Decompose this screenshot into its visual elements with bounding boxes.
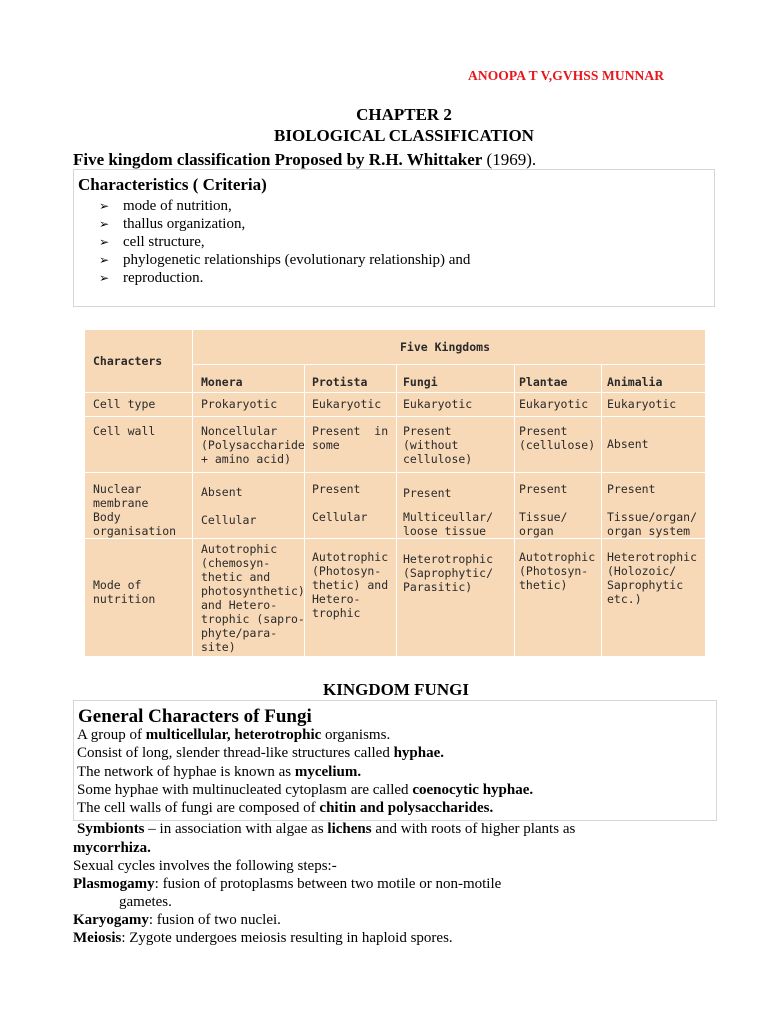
table-cell: Eukaryotic (607, 397, 677, 411)
author-line: ANOOPA T V,GVHSS MUNNAR (468, 68, 665, 83)
criteria-item-text: reproduction. (123, 270, 204, 286)
table-cell: Eukaryotic (312, 397, 382, 411)
table-rule (396, 364, 397, 656)
table-cell: Multiceullar/ loose tissue (403, 510, 494, 538)
line-text: Some hyphae with multinucleated cytoplasm are called (77, 782, 413, 798)
meiosis-line (73, 930, 453, 947)
meiosis-term: Meiosis (73, 930, 122, 946)
karyogamy-line (73, 912, 281, 929)
table-rule (85, 416, 705, 417)
criteria-item-text: cell structure, (123, 234, 205, 250)
sexual-cycle-line: Sexual cycles involves the following steps:- (73, 858, 337, 874)
criteria-heading: Characteristics ( Criteria) (78, 175, 267, 194)
general-line (77, 764, 361, 781)
meiosis-text: : Zygote undergoes meiosis resulting in haploid spores. (121, 930, 453, 946)
line-text: Consist of long, slender thread-like structures called (77, 745, 394, 761)
table-cell: Present (312, 482, 361, 496)
list-item (99, 197, 470, 215)
table-rule (192, 364, 705, 365)
table-rule (85, 538, 705, 539)
table-rule (85, 392, 705, 393)
table-cell: Absent (201, 485, 243, 499)
table-rule (85, 472, 705, 473)
table-cell: Cellular (201, 513, 257, 527)
symbionts-term: Symbionts (77, 821, 145, 837)
general-line (77, 745, 444, 762)
intro-bold: Five kingdom classification Proposed by R.H. Whittaker (73, 150, 483, 169)
general-characters-box (73, 700, 717, 821)
table-cell: Noncellular (Polysaccharide + amino acid) (201, 424, 305, 466)
line-text: organisms. (321, 727, 391, 743)
symbionts-text: – in association with algae as (144, 821, 328, 837)
line-bold: coenocytic hyphae. (412, 782, 534, 798)
table-rule (601, 364, 602, 656)
plasmogamy-term: Plasmogamy (73, 876, 155, 892)
table-row-label: Cell wall (93, 424, 156, 438)
table-cell: Present in some (312, 424, 389, 452)
plasmogamy-text: : fusion of protoplasms between two motile or non-motile (154, 876, 502, 892)
table-row-label: Cell type (93, 397, 156, 411)
table-cell: Present (403, 486, 452, 500)
five-kingdoms-table (85, 330, 705, 656)
criteria-list (99, 197, 470, 287)
table-header-characters: Characters (93, 354, 163, 368)
line-text: The network of hyphae is known as (77, 764, 295, 780)
table-row-label: Body organisation (93, 510, 177, 538)
line-bold: mycelium. (294, 764, 362, 780)
criteria-item-text: mode of nutrition, (123, 198, 232, 214)
general-line (77, 727, 390, 744)
chapter-title: BIOLOGICAL CLASSIFICATION (274, 126, 534, 145)
line-bold: hyphae. (393, 745, 445, 761)
symbionts-text: and with roots of higher plants as (371, 821, 576, 837)
table-header-kingdom: Fungi (403, 375, 438, 389)
line-bold: chitin and polysaccharides. (319, 800, 494, 816)
intro-year: (1969). (482, 150, 537, 169)
table-cell: Tissue/organ/ organ system (607, 510, 698, 538)
line-text: The cell walls of fungi are composed of (77, 800, 320, 816)
table-header-kingdom: Animalia (607, 375, 663, 389)
table-cell: Autotrophic (Photosyn- thetic) and Hetero- trophic (312, 550, 389, 620)
table-rule (514, 364, 515, 656)
karyogamy-text: : fusion of two nuclei. (148, 912, 281, 928)
arrow-bullet-icon: ➢ (99, 217, 110, 231)
list-item (99, 233, 470, 251)
arrow-bullet-icon: ➢ (99, 253, 110, 267)
mycorrhiza-line (73, 840, 151, 857)
table-cell: Present (607, 482, 656, 496)
table-cell: Heterotrophic (Holozoic/ Saprophytic etc.) (607, 550, 698, 606)
plasmogamy-continuation: gametes. (119, 894, 172, 910)
general-line (77, 800, 493, 817)
table-header-kingdom: Protista (312, 375, 368, 389)
line-text: A group of (77, 727, 146, 743)
table-cell: Absent (607, 437, 649, 451)
criteria-item-text: phylogenetic relationships (evolutionary relationship) and (123, 252, 471, 268)
lichens-term: lichens (327, 821, 372, 837)
list-item (99, 215, 470, 233)
chapter-number: CHAPTER 2 (356, 105, 452, 124)
table-cell: Eukaryotic (519, 397, 589, 411)
mycorrhiza-term: mycorrhiza. (73, 840, 151, 856)
line-bold: multicellular, heterotrophic (145, 727, 322, 743)
table-cell: Eukaryotic (403, 397, 473, 411)
list-item (99, 269, 470, 287)
symbionts-line (77, 821, 575, 838)
table-cell: Present (519, 482, 568, 496)
criteria-item-text: thallus organization, (123, 216, 246, 232)
arrow-bullet-icon: ➢ (99, 271, 110, 285)
table-cell: Cellular (312, 510, 368, 524)
table-header-kingdom: Monera (201, 375, 243, 389)
criteria-box (73, 169, 715, 307)
table-cell: Autotrophic (Photosyn- thetic) (519, 550, 596, 592)
table-cell: Prokaryotic (201, 397, 278, 411)
arrow-bullet-icon: ➢ (99, 235, 110, 249)
list-item (99, 251, 470, 269)
karyogamy-term: Karyogamy (73, 912, 149, 928)
table-row-label: Mode of nutrition (93, 578, 156, 606)
table-header-group: Five Kingdoms (400, 340, 491, 354)
section-heading-fungi: KINGDOM FUNGI (323, 680, 469, 699)
table-row-label: Nuclear membrane (93, 482, 149, 510)
table-rule (192, 330, 193, 656)
table-cell: Heterotrophic (Saprophytic/ Parasitic) (403, 552, 494, 594)
table-cell: Present (cellulose) (519, 424, 596, 452)
general-line (77, 782, 533, 799)
table-cell: Autotrophic (chemosyn- thetic and photosynthetic) and Hetero- trophic (sapro- phyte/para- site) (201, 542, 305, 654)
general-heading: General Characters of Fungi (78, 706, 312, 727)
plasmogamy-line (73, 876, 501, 893)
table-cell: Present (without cellulose) (403, 424, 473, 466)
arrow-bullet-icon: ➢ (99, 199, 110, 213)
table-header-kingdom: Plantae (519, 375, 568, 389)
intro-line (73, 150, 536, 170)
table-cell: Tissue/ organ (519, 510, 568, 538)
